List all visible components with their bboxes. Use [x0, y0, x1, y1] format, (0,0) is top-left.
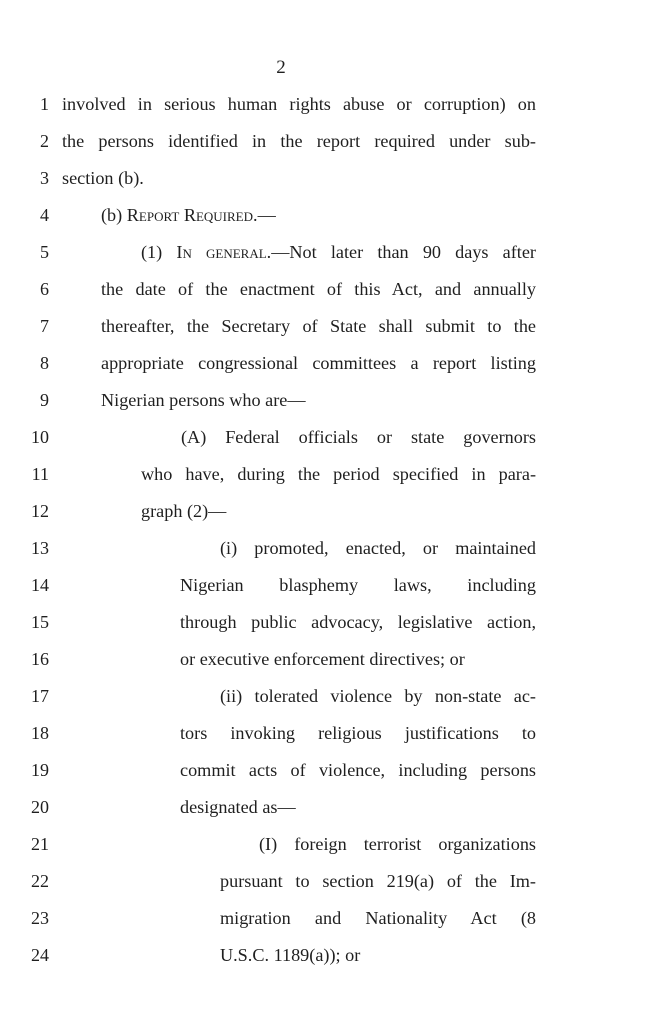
bill-line	[0, 645, 670, 673]
bill-line	[0, 756, 670, 784]
heading-title: Report Required	[126, 205, 254, 225]
line-number: 7	[40, 316, 49, 336]
bill-line	[0, 793, 670, 821]
line-number: 23	[31, 908, 49, 928]
bill-line	[0, 238, 670, 266]
line-number: 5	[40, 242, 49, 262]
bill-line	[0, 349, 670, 377]
bill-line	[0, 904, 670, 932]
bill-line	[0, 201, 670, 229]
bill-line	[0, 497, 670, 525]
line-number: 12	[31, 501, 49, 521]
line-text: who have, during the period specified in para-	[141, 464, 536, 484]
line-text: commit acts of violence, including persons	[180, 760, 536, 780]
bill-line	[0, 127, 670, 155]
line-text: pursuant to section 219(a) of the Im-	[220, 871, 536, 891]
section-heading	[101, 201, 536, 229]
line-text: designated as—	[180, 797, 296, 817]
paragraph-heading	[141, 238, 536, 266]
line-text: the date of the enactment of this Act, and annually	[101, 279, 536, 299]
line-number: 1	[40, 94, 49, 114]
line-number: 18	[31, 723, 49, 743]
bill-line	[0, 460, 670, 488]
bill-line	[0, 867, 670, 895]
bill-line	[0, 608, 670, 636]
line-number: 20	[31, 797, 49, 817]
heading-prefix: (b)	[101, 205, 127, 225]
bill-line	[0, 719, 670, 747]
line-text: or executive enforcement directives; or	[180, 649, 465, 669]
bill-line	[0, 275, 670, 303]
line-number: 19	[31, 760, 49, 780]
bill-line	[0, 386, 670, 414]
line-number: 4	[40, 205, 49, 225]
line-text: (ii) tolerated violence by non-state ac-	[220, 686, 536, 706]
heading-title: In general	[176, 242, 267, 262]
bill-line	[0, 682, 670, 710]
bill-line	[0, 941, 670, 969]
line-text: the persons identified in the report required under sub-	[62, 131, 536, 151]
line-number: 15	[31, 612, 49, 632]
line-number: 9	[40, 390, 49, 410]
line-text: (i) promoted, enacted, or maintained	[220, 538, 536, 558]
heading-prefix: (1)	[141, 242, 177, 262]
bill-line	[0, 90, 670, 118]
line-text: migration and Nationality Act (8	[220, 908, 536, 928]
line-text: graph (2)—	[141, 501, 227, 521]
line-number: 2	[40, 131, 49, 151]
line-number: 6	[40, 279, 49, 299]
line-number: 8	[40, 353, 49, 373]
line-number: 3	[40, 168, 49, 188]
bill-line	[0, 534, 670, 562]
line-text: (A) Federal officials or state governors	[181, 427, 536, 447]
line-text: through public advocacy, legislative action,	[180, 612, 536, 632]
bill-line	[0, 830, 670, 858]
bill-line	[0, 571, 670, 599]
line-number: 14	[31, 575, 49, 595]
line-text: tors invoking religious justifications to	[180, 723, 536, 743]
heading-suffix: .—Not later than 90 days after	[266, 242, 536, 262]
line-text: section (b).	[62, 168, 144, 188]
line-number: 11	[31, 464, 49, 484]
bill-line	[0, 312, 670, 340]
heading-suffix: .—	[253, 205, 276, 225]
line-number: 22	[31, 871, 49, 891]
line-number: 17	[31, 686, 49, 706]
bill-line	[0, 164, 670, 192]
line-text: (I) foreign terrorist organizations	[259, 834, 536, 854]
line-number: 16	[31, 649, 49, 669]
line-text: U.S.C. 1189(a)); or	[220, 945, 361, 965]
line-number: 10	[31, 427, 49, 447]
page-number: 2	[276, 57, 286, 78]
bill-line	[0, 423, 670, 451]
line-number: 24	[31, 945, 49, 965]
line-text: Nigerian blasphemy laws, including	[180, 575, 536, 595]
line-text: thereafter, the Secretary of State shall submit to the	[101, 316, 536, 336]
line-text: Nigerian persons who are—	[101, 390, 306, 410]
line-number: 21	[31, 834, 49, 854]
line-text: involved in serious human rights abuse or corruption) on	[62, 94, 536, 114]
line-number: 13	[31, 538, 49, 558]
line-text: appropriate congressional committees a report listing	[101, 353, 536, 373]
